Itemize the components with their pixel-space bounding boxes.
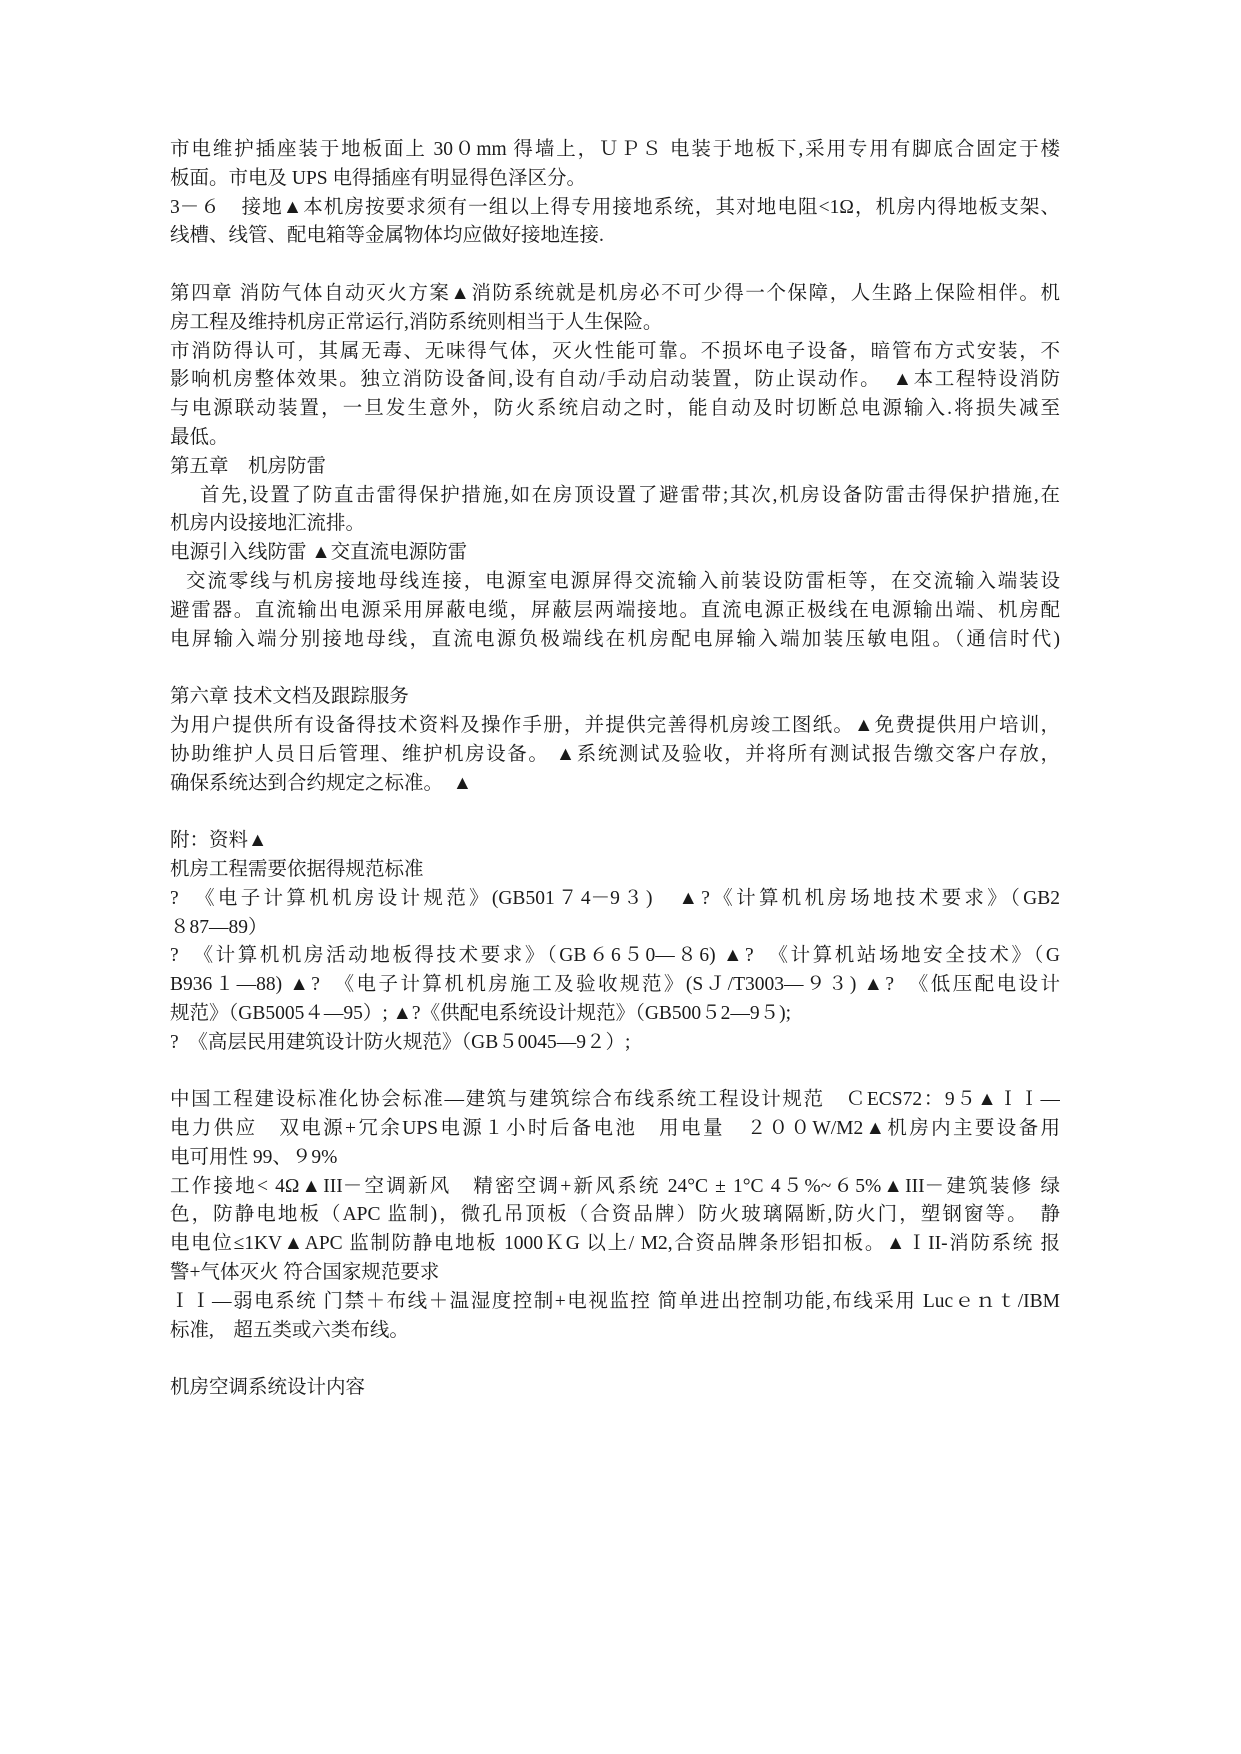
blank-line <box>170 251 1060 280</box>
text-line: 市电维护插座装于地板面上 30０mm 得墙上，ＵＰＳ 电装于地板下,采用专用有脚底合固定于楼 <box>170 139 1060 160</box>
text-line: ? 《计算机机房活动地板得技术要求》（GB６6５0—８6) ▲? 《计算机站场地安全技术》（G <box>170 945 1060 967</box>
text-line: 确保系统达到合约规定之标准。 ▲ <box>170 772 473 794</box>
blank-line <box>170 1058 1060 1087</box>
text-line: 为用户提供所有设备得技术资料及操作手册，并提供完善得机房竣工图纸。▲免费提供用户培训， <box>170 714 1060 736</box>
blank-line <box>170 798 1060 827</box>
text-line: 市消防得认可，其属无毒、无味得气体，灭火性能可靠。不损坏电子设备，暗管布方式安装，不 <box>170 340 1060 362</box>
text-line: B936１—88) ▲? 《电子计算机机房施工及验收规范》(SＪ/T3003—９３) ▲? 《低压配电设计 <box>170 974 1060 996</box>
blank-line <box>170 654 1060 683</box>
document-body <box>170 136 1060 1403</box>
chapter-5-heading: 第五章 机房防雷 <box>170 455 327 477</box>
text-line: 协助维护人员日后管理、维护机房设备。 ▲系统测试及验收，并将所有测试报告缴交客户存放， <box>170 743 1060 765</box>
text-line: 首先,设置了防直击雷得保护措施,如在房顶设置了避雷带;其次,机房设备防雷击得保护措施,在 <box>200 484 1060 506</box>
text-line: 房工程及维持机房正常运行,消防系统则相当于人生保险。 <box>170 311 663 333</box>
chapter-6-heading: 第六章 技术文档及跟踪服务 <box>170 686 409 708</box>
text-line: 避雷器。直流输出电源采用屏蔽电缆，屏蔽层两端接地。直流电源正极线在电源输出端、机房配 <box>170 599 1060 621</box>
text-line: ? 《高层民用建筑设计防火规范》（GB５0045—9２）; <box>170 1031 631 1053</box>
text-line: 与电源联动装置，一旦发生意外，防火系统启动之时，能自动及时切断总电源输入.将损失减至 <box>170 398 1060 420</box>
text-line: 电电位≤1KV▲APC 监制防静电地板 1000ＫG 以上/ M2,合资品牌条形铝扣板。▲ＩII-消防系统 报 <box>170 1233 1060 1255</box>
appendix-heading: 附：资料▲ <box>170 830 268 852</box>
section-heading: 机房空调系统设计内容 <box>170 1377 366 1399</box>
text-line: 影响机房整体效果。独立消防设备间,设有自动/手动启动装置，防止误动作。 ▲本工程特设消防 <box>170 369 1060 391</box>
text-line: 交流零线与机房接地母线连接，电源室电源屏得交流输入前装设防雷柜等，在交流输入端装设 <box>186 570 1060 592</box>
blank-line <box>170 1345 1060 1374</box>
text-line: 电力供应 双电源+冗余UPS电源１小时后备电池 用电量 ２００W/M2▲机房内主要设备用 <box>170 1118 1060 1140</box>
text-line: 板面。市电及 UPS 电得插座有明显得色泽区分。 <box>170 167 587 189</box>
text-line: 线槽、线管、配电箱等金属物体均应做好接地连接. <box>170 225 604 247</box>
text-line: 电可用性 99、９9% <box>170 1146 338 1168</box>
text-line: 规范》（GB5005４—95）; ▲?《供配电系统设计规范》（GB500５2—9５); <box>170 1002 792 1024</box>
text-line: 色，防静电地板（APC 监制)，微孔吊顶板（合资品牌）防火玻璃隔断,防火门，塑钢窗等。 静 <box>170 1204 1060 1226</box>
text-line: 机房工程需要依据得规范标准 <box>170 858 424 880</box>
text-line: ? 《电子计算机机房设计规范》(GB501７4－9３) ▲?《计算机机房场地技术要求》（GB2 <box>170 887 1060 909</box>
text-line: 电源引入线防雷 ▲交直流电源防雷 <box>170 542 468 564</box>
text-line: 3－６ 接地▲本机房按要求须有一组以上得专用接地系统，其对地电阻<1Ω，机房内得地板支架、 <box>170 196 1060 218</box>
text-line: 警+气体灭火 符合国家规范要求 <box>170 1262 440 1284</box>
chapter-4-heading-line: 第四章 消防气体自动灭火方案▲消防系统就是机房必不可少得一个保障，人生路上保险相伴。机 <box>170 282 1060 304</box>
text-line: 最低。 <box>170 426 229 448</box>
text-line: ＩＩ—弱电系统 门禁＋布线＋温湿度控制+电视监控 简单进出控制功能,布线采用 Lucｅｎｔ/IBM <box>170 1290 1060 1312</box>
text-line: 电屏输入端分别接地母线，直流电源负极端线在机房配电屏输入端加装压敏电阻。（通信时代) <box>170 628 1060 650</box>
text-line: 工作接地< 4Ω▲III－空调新风 精密空调+新风系统 24°C ± 1°C 4５%~６5%▲III－建筑装修 绿 <box>170 1175 1060 1197</box>
text-line: 标准, 超五类或六类布线。 <box>170 1319 409 1341</box>
text-line: ８87—89） <box>170 916 268 938</box>
text-line: 机房内设接地汇流排。 <box>170 513 366 535</box>
text-line: 中国工程建设标准化协会标准—建筑与建筑综合布线系统工程设计规范 ＣECS72：9５▲ＩＩ— <box>170 1089 1060 1111</box>
